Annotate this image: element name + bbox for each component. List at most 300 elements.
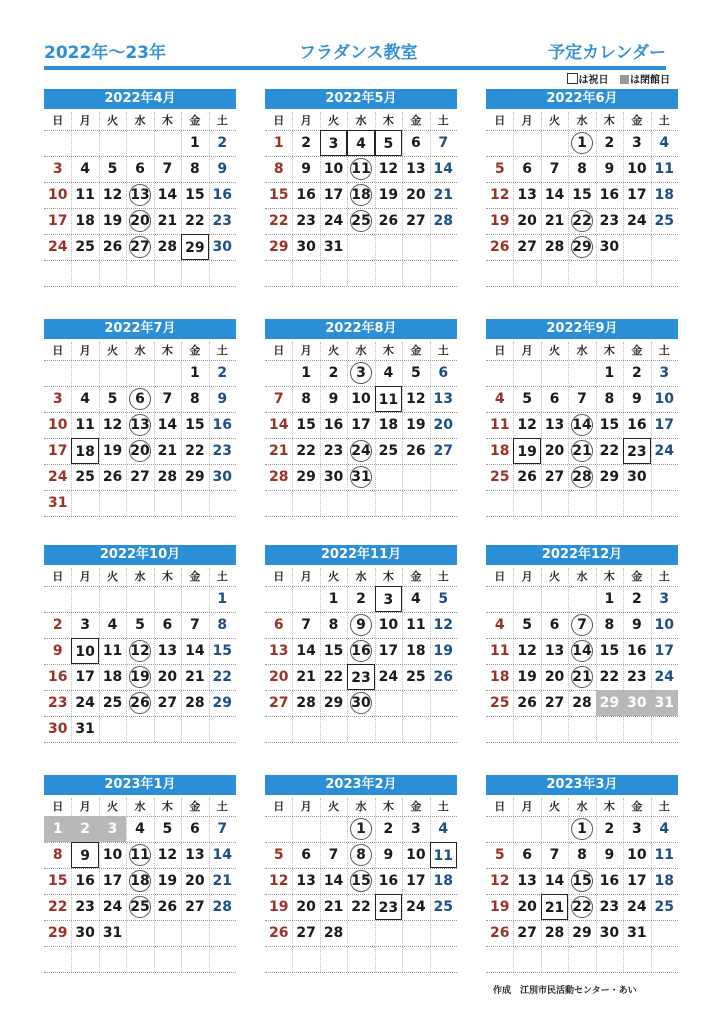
day-cell: 23 bbox=[347, 664, 374, 690]
day-cell: 27 bbox=[130, 469, 150, 485]
legend bbox=[567, 71, 670, 86]
day-cell: 16 bbox=[627, 643, 647, 659]
day-cell: 17 bbox=[323, 187, 344, 203]
day-cell: 6 bbox=[522, 847, 532, 863]
class-day-cell: 15 bbox=[568, 868, 595, 894]
day-cell: 30 bbox=[212, 239, 233, 255]
day-cell: 12 bbox=[268, 873, 289, 889]
day-cell: 17 bbox=[654, 643, 675, 659]
day-cell: 19 bbox=[489, 213, 510, 229]
day-cell: 23 bbox=[212, 213, 233, 229]
day-cell: 4 bbox=[659, 135, 670, 151]
day-cell: 30 bbox=[623, 690, 650, 716]
day-cell: 18 bbox=[489, 669, 510, 685]
day-cell: 7 bbox=[162, 391, 173, 407]
day-cell: 19 bbox=[406, 417, 426, 433]
day-cell: 2 bbox=[631, 591, 642, 607]
weekday-header: 水 bbox=[576, 800, 588, 813]
day-cell: 20 bbox=[296, 899, 316, 915]
day-cell: 26 bbox=[433, 669, 454, 685]
day-cell: 18 bbox=[654, 187, 675, 203]
weekday-header: 木 bbox=[382, 344, 394, 357]
day-cell: 28 bbox=[157, 239, 178, 255]
class-day-cell: 30 bbox=[347, 690, 374, 716]
day-cell: 7 bbox=[549, 161, 560, 177]
day-cell: 22 bbox=[268, 213, 289, 229]
day-cell: 17 bbox=[654, 417, 675, 433]
weekday-header: 月 bbox=[79, 114, 91, 127]
day-cell: 16 bbox=[627, 417, 647, 433]
day-cell: 16 bbox=[212, 417, 233, 433]
day-cell: 11 bbox=[654, 847, 675, 863]
class-day-cell: 16 bbox=[347, 638, 374, 664]
weekday-header: 火 bbox=[107, 570, 119, 583]
day-cell: 9 bbox=[217, 391, 228, 407]
day-cell: 31 bbox=[323, 239, 344, 255]
month-calendar bbox=[265, 775, 457, 972]
day-cell: 30 bbox=[75, 925, 95, 941]
day-cell: 28 bbox=[544, 925, 565, 941]
day-cell: 4 bbox=[80, 161, 90, 177]
weekday-header: 金 bbox=[189, 570, 201, 583]
day-cell: 27 bbox=[185, 899, 205, 915]
day-cell: 6 bbox=[438, 365, 449, 381]
day-cell: 3 bbox=[659, 365, 670, 381]
month-title: 2022年6月 bbox=[486, 89, 678, 109]
day-cell: 15 bbox=[572, 187, 592, 203]
day-cell: 12 bbox=[433, 617, 454, 633]
day-cell: 29 bbox=[47, 925, 68, 941]
weekday-header: 土 bbox=[658, 344, 670, 357]
weekday-header: 水 bbox=[355, 114, 367, 127]
day-cell: 31 bbox=[47, 495, 68, 511]
day-cell: 3 bbox=[80, 617, 90, 633]
weekday-header: 金 bbox=[410, 114, 422, 127]
day-cell: 15 bbox=[296, 417, 316, 433]
day-cell: 3 bbox=[631, 135, 642, 151]
day-cell: 24 bbox=[654, 669, 675, 685]
class-day-cell: 15 bbox=[347, 868, 374, 894]
weekday-header: 木 bbox=[161, 344, 173, 357]
day-cell: 24 bbox=[102, 899, 123, 915]
grid-line bbox=[44, 946, 236, 947]
period-title: 2022年〜23年 bbox=[44, 43, 166, 63]
day-cell: 5 bbox=[135, 617, 145, 633]
day-cell: 5 bbox=[438, 591, 449, 607]
day-cell: 20 bbox=[517, 213, 537, 229]
day-cell: 25 bbox=[75, 239, 95, 255]
weekday-header: 水 bbox=[576, 344, 588, 357]
day-cell: 29 bbox=[212, 695, 233, 711]
day-cell: 26 bbox=[102, 239, 123, 255]
day-cell: 29 bbox=[296, 469, 316, 485]
day-cell: 14 bbox=[212, 847, 233, 863]
day-cell: 5 bbox=[107, 161, 118, 177]
day-cell: 19 bbox=[102, 213, 123, 229]
grid-line bbox=[486, 490, 678, 491]
day-cell: 19 bbox=[378, 187, 399, 203]
day-cell: 28 bbox=[268, 469, 289, 485]
day-cell: 13 bbox=[517, 187, 537, 203]
day-cell: 11 bbox=[430, 842, 457, 868]
month-title: 2022年9月 bbox=[486, 319, 678, 339]
day-cell: 14 bbox=[544, 187, 565, 203]
day-cell: 13 bbox=[406, 161, 426, 177]
class-day-cell: 25 bbox=[347, 208, 374, 234]
weekday-header: 火 bbox=[328, 570, 340, 583]
month-title: 2022年4月 bbox=[44, 89, 236, 109]
weekday-header: 木 bbox=[382, 114, 394, 127]
weekday-header: 金 bbox=[189, 114, 201, 127]
weekday-header: 土 bbox=[437, 114, 449, 127]
day-cell: 19 bbox=[268, 899, 289, 915]
day-cell: 7 bbox=[162, 161, 173, 177]
month-calendar bbox=[44, 89, 236, 286]
day-cell: 13 bbox=[185, 847, 205, 863]
weekday-header: 金 bbox=[410, 570, 422, 583]
weekday-header: 木 bbox=[161, 570, 173, 583]
day-cell: 30 bbox=[599, 239, 620, 255]
grid-line bbox=[265, 286, 457, 287]
day-cell: 3 bbox=[320, 130, 347, 156]
month-title: 2022年8月 bbox=[265, 319, 457, 339]
day-cell: 15 bbox=[323, 643, 344, 659]
day-cell: 8 bbox=[328, 617, 339, 633]
weekday-header: 水 bbox=[576, 114, 588, 127]
day-cell: 19 bbox=[517, 669, 537, 685]
day-cell: 12 bbox=[406, 391, 426, 407]
weekday-header: 木 bbox=[603, 114, 615, 127]
day-cell: 4 bbox=[80, 391, 90, 407]
class-day-cell: 28 bbox=[568, 464, 595, 490]
month-title: 2022年7月 bbox=[44, 319, 236, 339]
day-cell: 31 bbox=[651, 690, 678, 716]
day-cell: 10 bbox=[47, 417, 68, 433]
day-cell: 4 bbox=[347, 130, 374, 156]
day-cell: 18 bbox=[75, 213, 95, 229]
day-cell: 16 bbox=[47, 669, 68, 685]
day-cell: 12 bbox=[517, 643, 537, 659]
day-cell: 13 bbox=[433, 391, 454, 407]
day-cell: 6 bbox=[162, 617, 173, 633]
day-cell: 23 bbox=[212, 443, 233, 459]
footer-credit: 作成 江別市民活動センター・あい bbox=[493, 986, 637, 996]
day-cell: 4 bbox=[135, 821, 145, 837]
day-cell: 24 bbox=[47, 469, 68, 485]
weekday-header: 月 bbox=[521, 114, 533, 127]
day-cell: 22 bbox=[212, 669, 233, 685]
grid-line bbox=[265, 742, 457, 743]
day-cell: 14 bbox=[157, 187, 178, 203]
day-cell: 7 bbox=[217, 821, 228, 837]
day-cell: 5 bbox=[494, 847, 505, 863]
weekday-header: 火 bbox=[107, 344, 119, 357]
day-cell: 29 bbox=[181, 234, 208, 260]
grid-line bbox=[265, 946, 457, 947]
day-cell: 23 bbox=[599, 899, 620, 915]
day-cell: 1 bbox=[44, 816, 71, 842]
weekday-header: 土 bbox=[216, 570, 228, 583]
class-title: フラダンス教室 bbox=[299, 43, 418, 63]
day-cell: 2 bbox=[328, 365, 339, 381]
weekday-header: 月 bbox=[521, 800, 533, 813]
day-cell: 27 bbox=[517, 239, 537, 255]
day-cell: 2 bbox=[356, 591, 366, 607]
day-cell: 7 bbox=[577, 391, 587, 407]
month-calendar bbox=[486, 775, 678, 972]
weekday-header: 水 bbox=[576, 570, 588, 583]
weekday-header: 火 bbox=[328, 114, 340, 127]
day-cell: 25 bbox=[406, 669, 426, 685]
day-cell: 24 bbox=[406, 899, 426, 915]
day-cell: 4 bbox=[494, 617, 505, 633]
day-cell: 26 bbox=[489, 239, 510, 255]
day-cell: 31 bbox=[627, 925, 647, 941]
day-cell: 6 bbox=[189, 821, 200, 837]
class-day-cell: 31 bbox=[347, 464, 374, 490]
day-cell: 24 bbox=[47, 239, 68, 255]
day-cell: 16 bbox=[75, 873, 95, 889]
day-cell: 16 bbox=[212, 187, 233, 203]
day-cell: 16 bbox=[378, 873, 399, 889]
month-title: 2023年1月 bbox=[44, 775, 236, 795]
month-title: 2022年12月 bbox=[486, 545, 678, 565]
day-cell: 21 bbox=[157, 443, 178, 459]
weekday-header: 土 bbox=[216, 114, 228, 127]
header-rule bbox=[44, 66, 666, 70]
day-cell: 9 bbox=[383, 847, 394, 863]
grid-line bbox=[486, 260, 678, 261]
day-cell: 20 bbox=[544, 443, 565, 459]
weekday-header: 月 bbox=[521, 570, 533, 583]
day-cell: 8 bbox=[604, 617, 615, 633]
day-cell: 20 bbox=[406, 187, 426, 203]
day-cell: 22 bbox=[599, 443, 620, 459]
day-cell: 29 bbox=[185, 469, 205, 485]
day-cell: 8 bbox=[273, 161, 284, 177]
day-cell: 19 bbox=[157, 873, 178, 889]
weekday-header: 火 bbox=[549, 344, 561, 357]
class-day-cell: 18 bbox=[126, 868, 153, 894]
day-cell: 24 bbox=[378, 669, 399, 685]
day-cell: 25 bbox=[489, 695, 510, 711]
day-cell: 15 bbox=[212, 643, 233, 659]
day-cell: 21 bbox=[268, 443, 289, 459]
day-cell: 10 bbox=[378, 617, 399, 633]
day-cell: 10 bbox=[71, 638, 98, 664]
day-cell: 5 bbox=[273, 847, 284, 863]
day-cell: 24 bbox=[654, 443, 675, 459]
month-title: 2023年3月 bbox=[486, 775, 678, 795]
grid-line bbox=[486, 972, 678, 973]
day-cell: 12 bbox=[489, 187, 510, 203]
day-cell: 4 bbox=[107, 617, 118, 633]
day-cell: 27 bbox=[157, 695, 178, 711]
class-day-cell: 21 bbox=[568, 438, 595, 464]
day-cell: 17 bbox=[102, 873, 123, 889]
day-cell: 8 bbox=[301, 391, 311, 407]
day-cell: 30 bbox=[599, 925, 620, 941]
month-calendar bbox=[44, 545, 236, 742]
month-calendar bbox=[486, 319, 678, 516]
day-cell: 27 bbox=[433, 443, 454, 459]
weekday-header: 土 bbox=[216, 800, 228, 813]
day-cell: 30 bbox=[296, 239, 316, 255]
day-cell: 29 bbox=[268, 239, 289, 255]
weekday-header: 水 bbox=[134, 570, 146, 583]
day-cell: 17 bbox=[627, 873, 647, 889]
day-cell: 3 bbox=[99, 816, 126, 842]
day-cell: 19 bbox=[489, 899, 510, 915]
day-cell: 4 bbox=[383, 365, 394, 381]
weekday-header: 火 bbox=[549, 570, 561, 583]
day-cell: 23 bbox=[599, 213, 620, 229]
day-cell: 5 bbox=[410, 365, 421, 381]
weekday-header: 土 bbox=[658, 570, 670, 583]
weekday-header: 木 bbox=[382, 570, 394, 583]
day-cell: 1 bbox=[189, 365, 200, 381]
weekday-header: 金 bbox=[410, 800, 422, 813]
day-cell: 23 bbox=[75, 899, 95, 915]
class-day-cell: 1 bbox=[568, 816, 595, 842]
day-cell: 4 bbox=[659, 821, 670, 837]
day-cell: 26 bbox=[406, 443, 426, 459]
class-day-cell: 26 bbox=[126, 690, 153, 716]
page-header bbox=[44, 36, 666, 70]
day-cell: 8 bbox=[577, 161, 587, 177]
grid-line bbox=[486, 716, 678, 717]
day-cell: 10 bbox=[627, 161, 647, 177]
day-cell: 15 bbox=[185, 187, 205, 203]
day-cell: 28 bbox=[185, 695, 205, 711]
day-cell: 2 bbox=[52, 617, 63, 633]
class-day-cell: 13 bbox=[126, 412, 153, 438]
class-day-cell: 1 bbox=[347, 816, 374, 842]
day-cell: 25 bbox=[378, 443, 399, 459]
day-cell: 21 bbox=[185, 669, 205, 685]
day-cell: 17 bbox=[47, 213, 68, 229]
day-cell: 12 bbox=[517, 417, 537, 433]
class-day-cell: 19 bbox=[126, 664, 153, 690]
day-cell: 15 bbox=[599, 643, 620, 659]
weekday-header: 土 bbox=[658, 800, 670, 813]
day-cell: 22 bbox=[351, 899, 371, 915]
class-day-cell: 8 bbox=[347, 842, 374, 868]
day-cell: 26 bbox=[517, 695, 537, 711]
day-cell: 1 bbox=[604, 365, 615, 381]
day-cell: 27 bbox=[406, 213, 426, 229]
day-cell: 13 bbox=[268, 643, 289, 659]
weekday-header: 水 bbox=[134, 800, 146, 813]
weekday-header: 日 bbox=[494, 344, 506, 357]
class-day-cell: 20 bbox=[126, 208, 153, 234]
grid-line bbox=[44, 286, 236, 287]
day-cell: 5 bbox=[522, 617, 532, 633]
weekday-header: 日 bbox=[273, 570, 285, 583]
day-cell: 31 bbox=[75, 721, 95, 737]
grid-line bbox=[44, 260, 236, 261]
day-cell: 3 bbox=[631, 821, 642, 837]
day-cell: 11 bbox=[489, 417, 510, 433]
day-cell: 2 bbox=[301, 135, 311, 151]
weekday-header: 火 bbox=[328, 800, 340, 813]
class-day-cell: 11 bbox=[126, 842, 153, 868]
weekday-header: 日 bbox=[494, 570, 506, 583]
class-day-cell: 21 bbox=[568, 664, 595, 690]
weekday-header: 金 bbox=[631, 344, 643, 357]
day-cell: 29 bbox=[599, 469, 620, 485]
month-title: 2022年11月 bbox=[265, 545, 457, 565]
day-cell: 7 bbox=[438, 135, 449, 151]
class-day-cell: 11 bbox=[347, 156, 374, 182]
weekday-header: 月 bbox=[79, 570, 91, 583]
month-title: 2022年5月 bbox=[265, 89, 457, 109]
day-cell: 9 bbox=[604, 847, 615, 863]
day-cell: 26 bbox=[268, 925, 289, 941]
day-cell: 6 bbox=[273, 617, 284, 633]
day-cell: 6 bbox=[301, 847, 311, 863]
day-cell: 14 bbox=[433, 161, 454, 177]
weekday-header: 月 bbox=[300, 570, 312, 583]
day-cell: 28 bbox=[296, 695, 316, 711]
day-cell: 1 bbox=[273, 135, 284, 151]
day-cell: 8 bbox=[577, 847, 587, 863]
day-cell: 21 bbox=[323, 899, 344, 915]
weekday-header: 水 bbox=[355, 800, 367, 813]
day-cell: 12 bbox=[102, 187, 123, 203]
legend-closed-label: は閉館日 bbox=[630, 75, 670, 86]
class-day-cell: 3 bbox=[347, 360, 374, 386]
day-cell: 22 bbox=[599, 669, 620, 685]
weekday-header: 日 bbox=[52, 800, 64, 813]
grid-line bbox=[44, 742, 236, 743]
day-cell: 1 bbox=[604, 591, 615, 607]
weekday-header: 木 bbox=[603, 344, 615, 357]
day-cell: 30 bbox=[323, 469, 344, 485]
day-cell: 15 bbox=[185, 417, 205, 433]
day-cell: 28 bbox=[433, 213, 454, 229]
day-cell: 9 bbox=[631, 617, 642, 633]
day-cell: 7 bbox=[273, 391, 284, 407]
day-cell: 11 bbox=[375, 386, 402, 412]
weekday-header: 金 bbox=[189, 800, 201, 813]
day-cell: 9 bbox=[217, 161, 228, 177]
class-day-cell: 7 bbox=[568, 612, 595, 638]
day-cell: 4 bbox=[410, 591, 421, 607]
day-cell: 9 bbox=[52, 643, 63, 659]
day-cell: 27 bbox=[544, 695, 565, 711]
day-cell: 4 bbox=[494, 391, 505, 407]
weekday-header: 火 bbox=[549, 114, 561, 127]
day-cell: 28 bbox=[323, 925, 344, 941]
day-cell: 6 bbox=[549, 617, 560, 633]
day-cell: 26 bbox=[489, 925, 510, 941]
day-cell: 2 bbox=[217, 135, 228, 151]
day-cell: 13 bbox=[157, 643, 178, 659]
grid-line bbox=[44, 490, 236, 491]
day-cell: 7 bbox=[549, 847, 560, 863]
day-cell: 10 bbox=[47, 187, 68, 203]
day-cell: 21 bbox=[544, 213, 565, 229]
weekday-header: 日 bbox=[494, 114, 506, 127]
closed-box-icon bbox=[620, 75, 629, 84]
day-cell: 5 bbox=[107, 391, 118, 407]
weekday-header: 水 bbox=[355, 570, 367, 583]
day-cell: 18 bbox=[489, 443, 510, 459]
day-cell: 24 bbox=[627, 899, 647, 915]
month-calendar bbox=[265, 319, 457, 516]
day-cell: 24 bbox=[627, 213, 647, 229]
